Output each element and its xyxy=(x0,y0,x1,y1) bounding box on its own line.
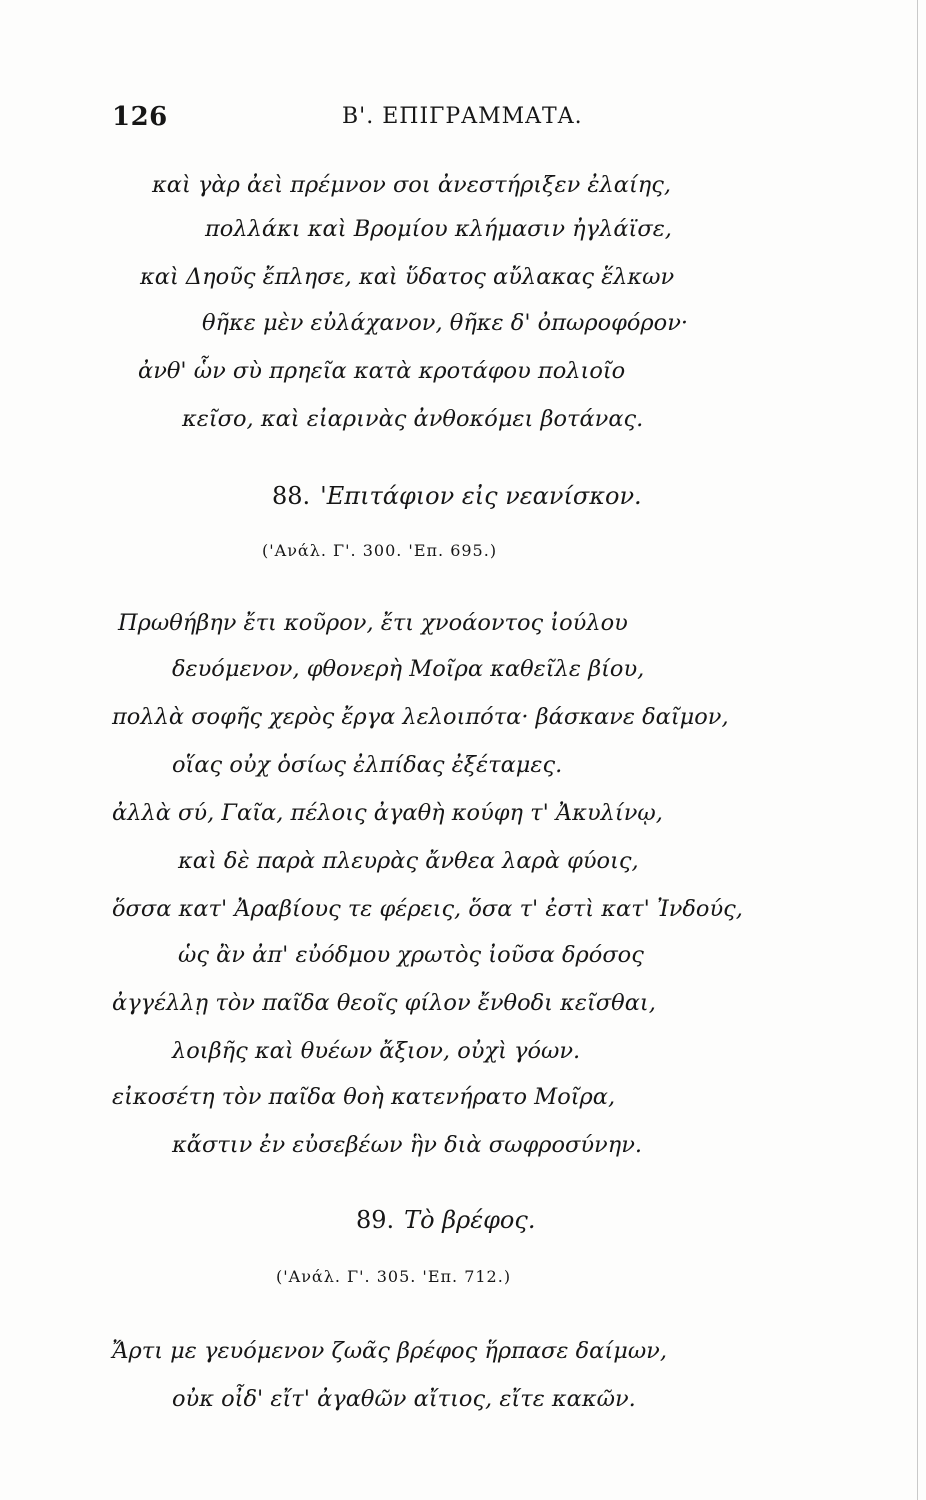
poem-line: ἀλλὰ σύ, Γαῖα, πέλοις ἀγαθὴ κούφη τ' Ἀκυλίνῳ, xyxy=(112,800,663,826)
poem-line: θῆκε μὲν εὐλάχανον, θῆκε δ' ὀπωροφόρον· xyxy=(202,310,689,336)
poem-line: καὶ γὰρ ἀεὶ πρέμνον σοι ἀνεστήριξεν ἐλαίης, xyxy=(152,172,671,198)
epigram-88-heading xyxy=(272,480,642,512)
page-number: 126 xyxy=(112,102,168,132)
epigram-89-heading xyxy=(356,1204,535,1236)
epigram-number: 89. xyxy=(356,1206,395,1234)
epigram-title: 'Επιτάφιον εἰς νεανίσκον. xyxy=(320,482,642,510)
poem-line: πολλὰ σοφῆς χερὸς ἔργα λελοιπότα· βάσκανε δαῖμον, xyxy=(112,704,729,730)
poem-line: λοιβῆς καὶ θυέων ἄξιον, οὐχὶ γόων. xyxy=(172,1038,581,1064)
running-header: Β'. ΕΠΙΓΡΑΜΜΑΤΑ. xyxy=(342,104,583,129)
poem-line: ἀγγέλλῃ τὸν παῖδα θεοῖς φίλον ἔνθοδι κεῖσθαι, xyxy=(112,990,656,1016)
poem-line: ὡς ἂν ἀπ' εὐόδμου χρωτὸς ἰοῦσα δρόσος xyxy=(178,942,644,968)
poem-line: Ἄρτι με γευόμενον ζωᾶς βρέφος ἥρπασε δαίμων, xyxy=(112,1338,667,1364)
poem-line: ὅσσα κατ' Ἀραβίους τε φέρεις, ὅσα τ' ἐστὶ κατ' Ἰνδούς, xyxy=(112,896,743,922)
poem-line: Πρωθήβην ἔτι κοῦρον, ἔτι χνοάοντος ἰούλου xyxy=(118,610,628,636)
poem-line: οἵας οὐχ ὁσίως ἐλπίδας ἐξέταμες. xyxy=(172,752,563,778)
poem-line: κἄστιν ἐν εὐσεβέων ἣν διὰ σωφροσύνην. xyxy=(172,1132,643,1158)
epigram-source: ('Ανάλ. Γ'. 305. 'Επ. 712.) xyxy=(276,1267,512,1286)
page-edge-divider xyxy=(917,0,918,1500)
poem-line: κεῖσο, καὶ εἰαρινὰς ἀνθοκόμει βοτάνας. xyxy=(182,406,644,432)
poem-line: καὶ Δηοῦς ἔπλησε, καὶ ὕδατος αὔλακας ἕλκων xyxy=(140,264,675,290)
poem-line: ἀνθ' ὧν σὺ πρηεῖα κατὰ κροτάφου πολιοῖο xyxy=(138,358,626,384)
poem-line: οὐκ οἶδ' εἴτ' ἀγαθῶν αἴτιος, εἴτε κακῶν. xyxy=(172,1386,636,1412)
epigram-source: ('Ανάλ. Γ'. 300. 'Επ. 695.) xyxy=(262,541,498,560)
poem-line: δευόμενον, φθονερὴ Μοῖρα καθεῖλε βίου, xyxy=(172,656,645,682)
epigram-title: Τὸ βρέφος. xyxy=(404,1206,536,1234)
poem-line: εἰκοσέτη τὸν παῖδα θοὴ κατενήρατο Μοῖρα, xyxy=(112,1084,616,1110)
poem-line: καὶ δὲ παρὰ πλευρὰς ἄνθεα λαρὰ φύοις, xyxy=(178,848,639,874)
epigram-number: 88. xyxy=(272,482,311,510)
poem-line: πολλάκι καὶ Βρομίου κλήμασιν ἠγλάϊσε, xyxy=(205,216,672,242)
